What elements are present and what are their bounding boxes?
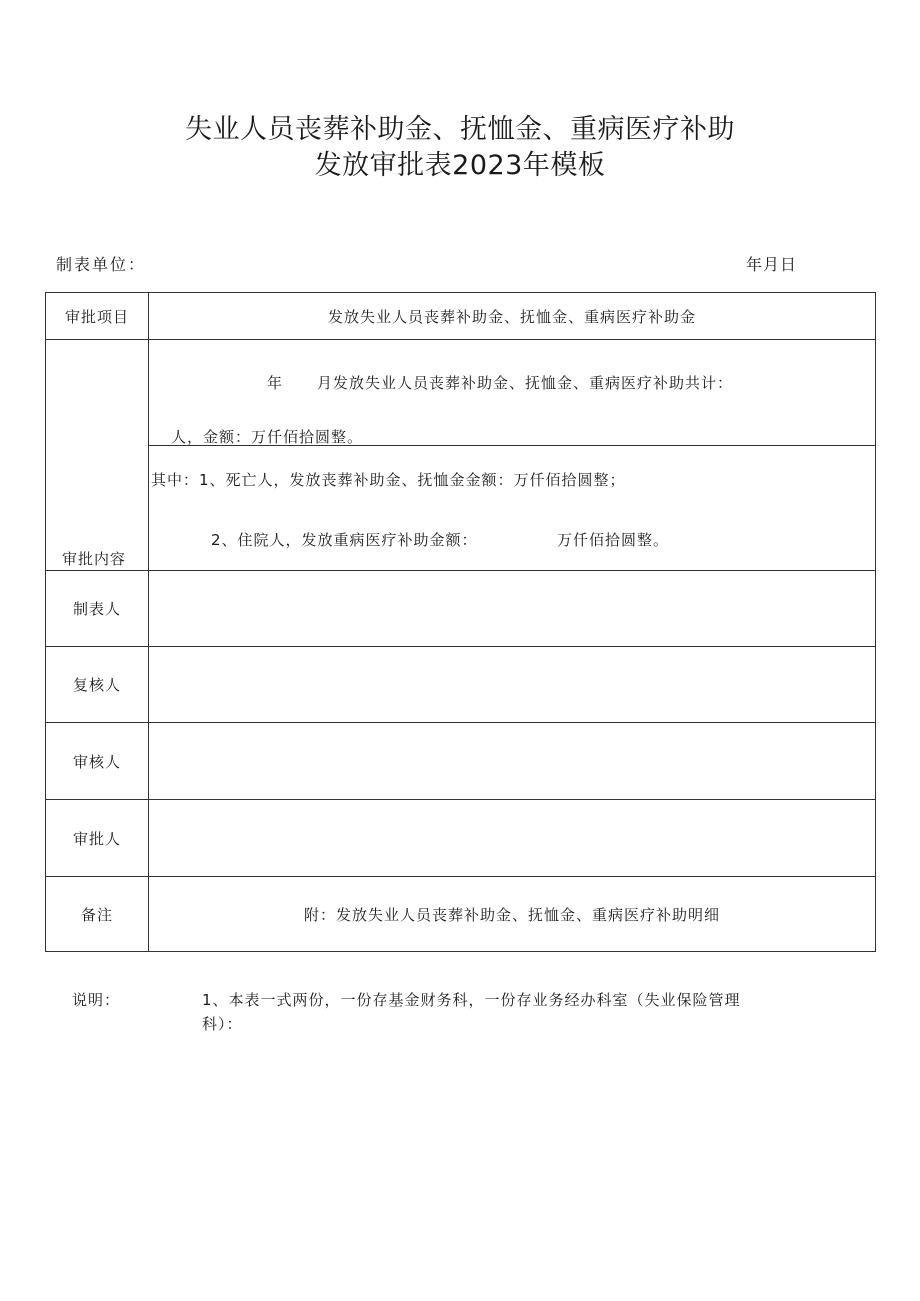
content-label-cell (45, 339, 149, 571)
reviewer-label: 复核人 (72, 676, 121, 694)
unit-label: 制表单位： (56, 255, 147, 274)
reviewer-value-cell (148, 646, 876, 723)
approver-label-cell (45, 799, 149, 877)
date-label: 年月日 (746, 255, 798, 274)
remark-label: 备注 (80, 905, 113, 924)
content-month-line: 月发放失业人员丧葬补助金、抚恤金、重病医疗补助共计： (317, 374, 734, 392)
maker-label: 制表人 (72, 600, 121, 618)
page-title-line-1: 失业人员丧葬补助金、抚恤金、重病医疗补助 (185, 114, 735, 145)
content-summary-cell (148, 339, 876, 446)
item-value: 发放失业人员丧葬补助金、抚恤金、重病医疗补助金 (327, 307, 696, 326)
auditor-label: 审核人 (72, 752, 121, 771)
item-value-cell (148, 292, 876, 340)
content-year-word: 年 (267, 374, 284, 392)
remark-label-cell (45, 876, 149, 952)
approver-label: 审批人 (72, 829, 121, 848)
notes-line-2: 科）： (202, 1015, 243, 1033)
auditor-value-cell (148, 722, 876, 800)
remark-value: 附：发放失业人员丧葬补助金、抚恤金、重病医疗补助明细 (303, 905, 720, 924)
notes-label: 说明： (72, 991, 121, 1009)
maker-label-cell (45, 570, 149, 647)
item-label: 审批项目 (64, 307, 129, 326)
content-detail-2-prefix: 2、住院人，发放重病医疗补助金额： (211, 531, 478, 549)
reviewer-label-cell (45, 646, 149, 723)
content-detail-cell (148, 445, 876, 571)
page-title-line-2: 发放审批表2023年模板 (314, 150, 606, 181)
maker-value-cell (148, 570, 876, 647)
auditor-label-cell (45, 722, 149, 800)
content-amount-line: 人，金额：万仟佰拾圆整。 (171, 428, 364, 446)
content-label: 审批内容 (62, 550, 127, 568)
content-detail-2-suffix: 万仟佰拾圆整。 (557, 531, 670, 549)
approver-value-cell (148, 799, 876, 877)
remark-value-cell (148, 876, 876, 952)
content-detail-1: 其中：1、死亡人，发放丧葬补助金、抚恤金金额：万仟佰拾圆整； (151, 471, 626, 489)
notes-line-1: 1、本表一式两份，一份存基金财务科，一份存业务经办科室（失业保险管理 (202, 991, 741, 1009)
item-label-cell (45, 292, 149, 340)
